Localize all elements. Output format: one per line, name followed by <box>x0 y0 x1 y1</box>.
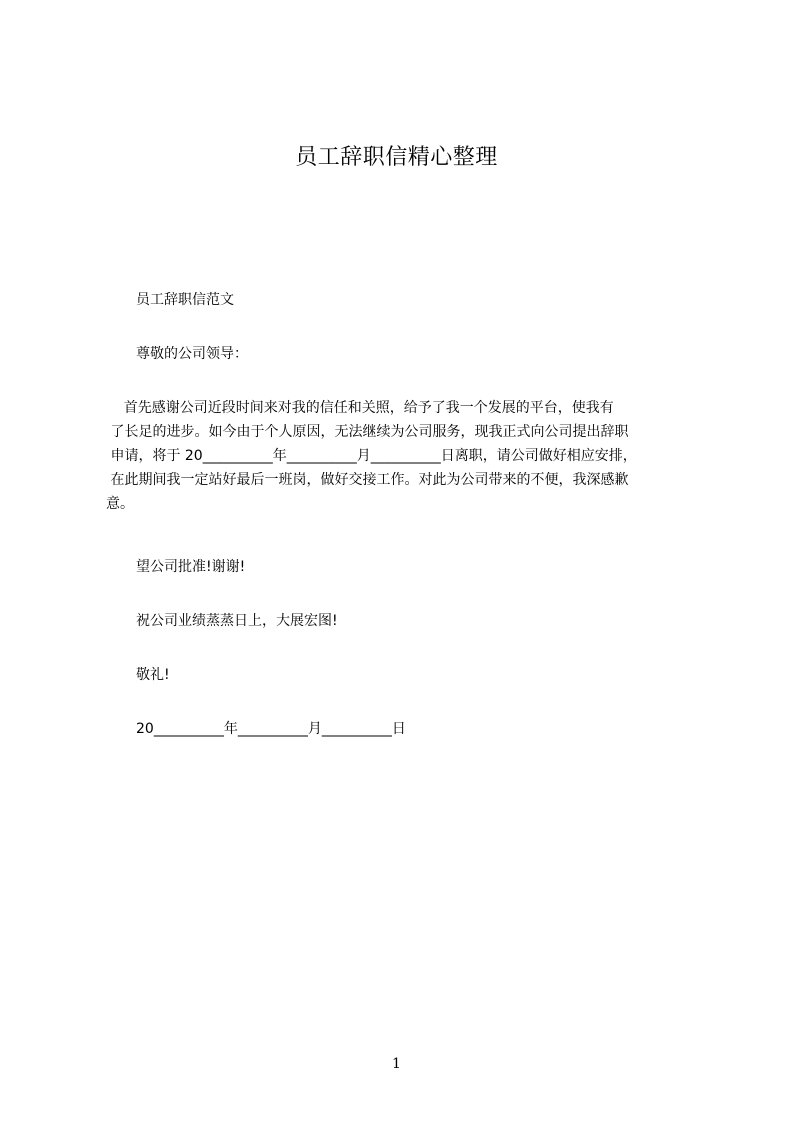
closing-line: 敬礼! <box>136 667 170 683</box>
date-line: 20__________年__________月__________日 <box>136 721 406 737</box>
document-title: 员工辞职信精心整理 <box>295 145 498 170</box>
body-line: 了长足的进步。如今由于个人原因，无法继续为公司服务，现我正式向公司提出辞职 <box>106 424 629 440</box>
body-line: 意。 <box>106 496 134 512</box>
letter-heading: 员工辞职信范文 <box>136 292 234 308</box>
body-line: 在此期间我一定站好最后一班岗，做好交接工作。对此为公司带来的不便，我深感歉 <box>106 472 629 488</box>
body-line: 申请，将于 20__________年__________月__________日离职，请公司做好相应安排， <box>106 448 637 464</box>
salutation: 尊敬的公司领导： <box>136 346 248 362</box>
body-paragraph <box>106 396 706 516</box>
page-number: 1 <box>392 1056 401 1072</box>
body-line: 首先感谢公司近段时间来对我的信任和关照，给予了我一个发展的平台，使我有 <box>106 400 614 416</box>
request-line: 望公司批准!谢谢! <box>136 559 246 575</box>
wish-line: 祝公司业绩蒸蒸日上，大展宏图! <box>136 613 338 629</box>
